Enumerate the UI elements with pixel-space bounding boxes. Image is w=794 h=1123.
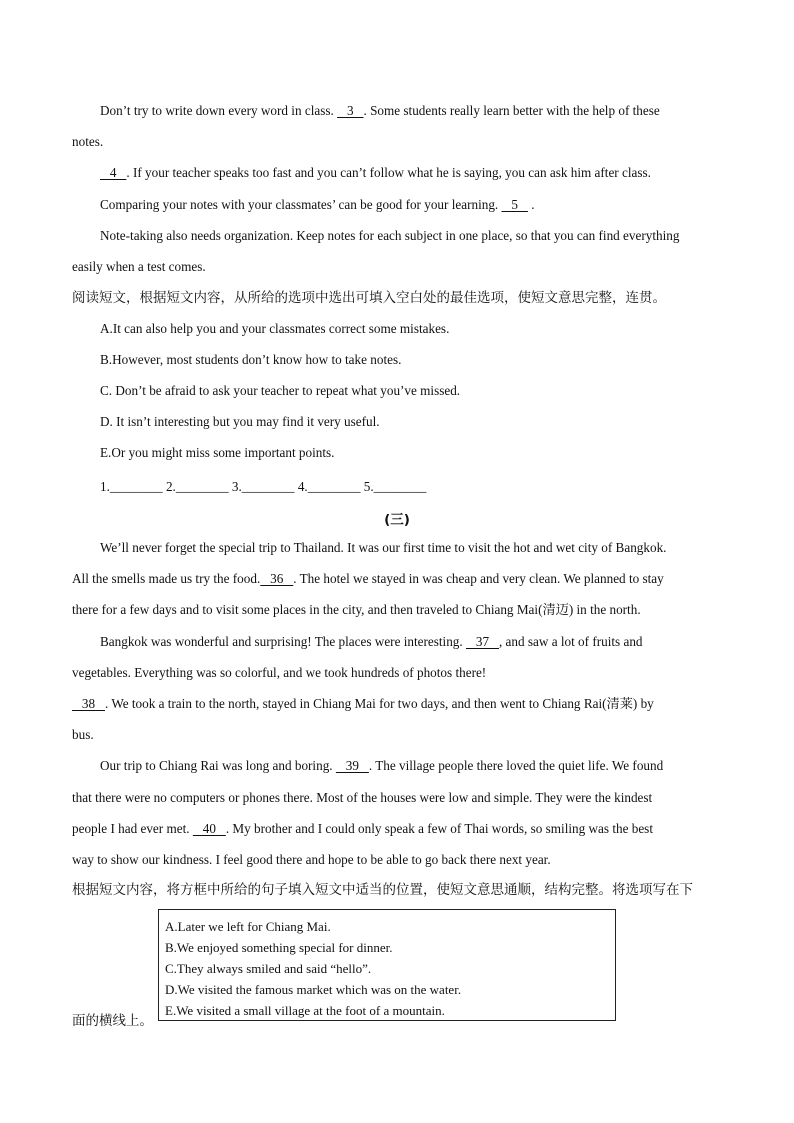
blank-5: 5 — [501, 197, 528, 212]
instruction-3b: 面的横线上。 — [72, 1013, 153, 1029]
text: Comparing your notes with your classmates’ can be good for your learning. — [100, 197, 502, 212]
blank-38: 38 — [72, 696, 105, 711]
text: , and saw a lot of fruits and — [498, 634, 643, 649]
p2-line-3 — [100, 164, 651, 182]
p2-line-1 — [100, 102, 660, 120]
p3-line-8 — [100, 757, 663, 775]
blank-36: 36 — [260, 571, 294, 586]
p2-line-6: easily when a test comes. — [72, 259, 206, 274]
p3-line-11: way to show our kindness. I feel good there and hope to be able to go back there next year. — [72, 852, 551, 867]
option-e: E.Or you might miss some important points. — [100, 445, 335, 460]
text: . The village people there loved the quiet life. We found — [368, 758, 664, 773]
text: people I had ever met. — [72, 821, 193, 836]
text: Don’t try to write down every word in class. — [100, 103, 338, 118]
box-option-b: B.We enjoyed something special for dinner. — [165, 940, 393, 955]
box-option-a: A.Later we left for Chiang Mai. — [165, 919, 331, 934]
text: . We took a train to the north, stayed in Chiang Mai for two days, and then went to Chiang Rai(清莱) by — [104, 696, 654, 711]
box-option-e: E.We visited a small village at the foot of a mountain. — [165, 1003, 445, 1018]
blank-40: 40 — [192, 821, 226, 836]
p3-line-1: We’ll never forget the special trip to Thailand. It was our first time to visit the hot and wet city of Bangkok. — [100, 540, 667, 555]
p3-line-9: that there were no computers or phones there. Most of the houses were low and simple. They were the kindest — [72, 790, 653, 805]
p2-line-5: Note-taking also needs organization. Keep notes for each subject in one place, so that you can find everything — [100, 228, 680, 243]
text: . My brother and I could only speak a few of Thai words, so smiling was the best — [225, 821, 653, 836]
p2-line-4 — [100, 196, 534, 214]
p3-line-7: bus. — [72, 727, 94, 742]
p3-line-10 — [72, 820, 653, 838]
text: Our trip to Chiang Rai was long and boring. — [100, 758, 336, 773]
blank-37: 37 — [465, 634, 499, 649]
text: Bangkok was wonderful and surprising! The places were interesting. — [100, 634, 466, 649]
answer-line: 1.________ 2.________ 3.________ 4.________ 5.________ — [100, 479, 427, 494]
instruction-2: 阅读短文，根据短文内容，从所给的选项中选出可填入空白处的最佳选项，使短文意思完整，连贯。 — [72, 290, 666, 306]
text: . Some students really learn better with the help of these — [363, 103, 660, 118]
box-option-c: C.They always smiled and said “hello”. — [165, 961, 372, 976]
text: All the smells made us try the food. — [72, 571, 261, 586]
p3-line-5: vegetables. Everything was so colorful, and we took hundreds of photos there! — [72, 665, 487, 680]
p3-line-6 — [72, 695, 654, 713]
box-option-d: D.We visited the famous market which was on the water. — [165, 982, 462, 997]
p2-line-2: notes. — [72, 134, 104, 149]
option-b: B.However, most students don’t know how to take notes. — [100, 352, 402, 367]
text: . If your teacher speaks too fast and you can’t follow what he is saying, you can ask him after class. — [126, 165, 651, 180]
p3-line-3: there for a few days and to visit some places in the city, and then traveled to Chiang Mai(清迈) in the north. — [72, 602, 641, 617]
section-title: (三) — [384, 512, 410, 528]
blank-4: 4 — [100, 165, 127, 180]
p3-line-4 — [100, 633, 643, 651]
p3-line-2 — [72, 570, 664, 588]
text: . The hotel we stayed in was cheap and very clean. We planned to stay — [293, 571, 664, 586]
option-d: D. It isn’t interesting but you may find it very useful. — [100, 414, 380, 429]
blank-39: 39 — [335, 758, 369, 773]
instruction-3a: 根据短文内容，将方框中所给的句子填入短文中适当的位置，使短文意思通顺，结构完整。将选项写在下 — [72, 882, 693, 898]
blank-3: 3 — [337, 103, 364, 118]
option-c: C. Don’t be afraid to ask your teacher to repeat what you’ve missed. — [100, 383, 461, 398]
text: . — [527, 197, 535, 212]
options-box — [158, 909, 616, 1021]
option-a: A.It can also help you and your classmates correct some mistakes. — [100, 321, 450, 336]
